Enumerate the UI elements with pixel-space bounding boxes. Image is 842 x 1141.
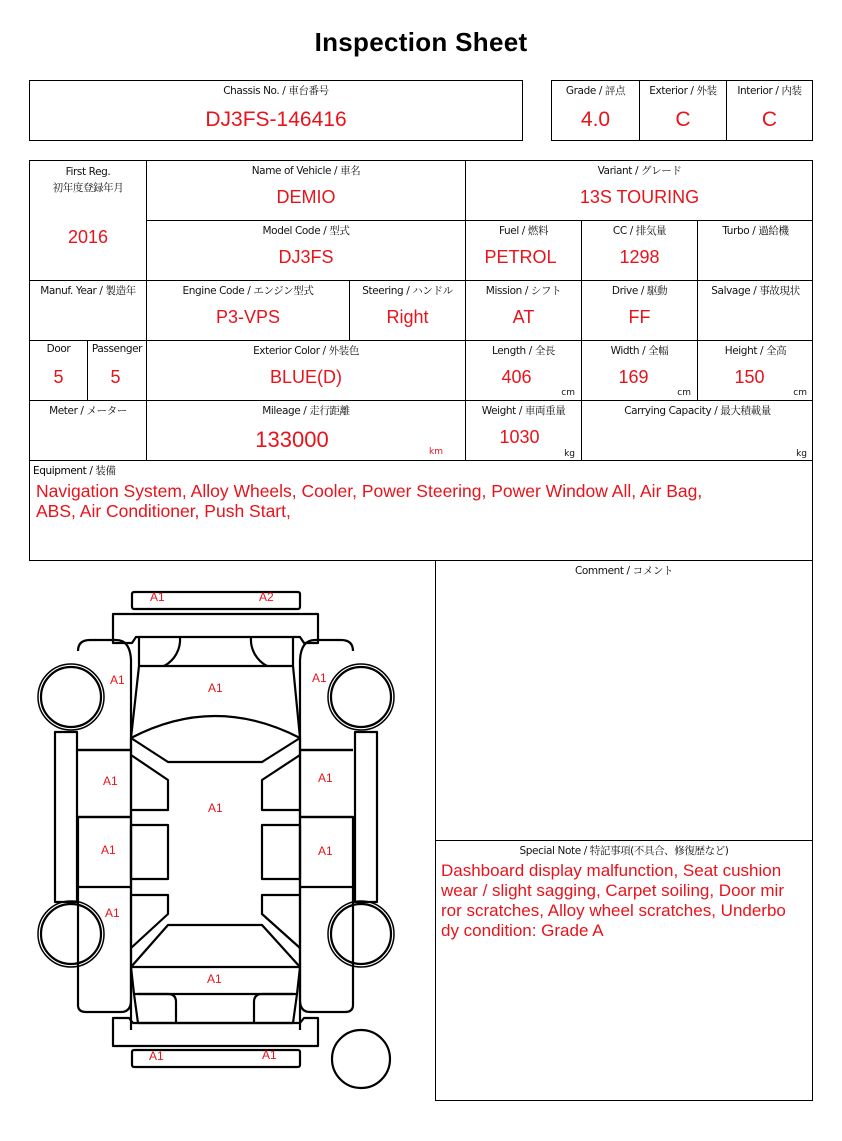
cc-label: CC / 排気量	[612, 225, 667, 237]
cc-cell	[581, 220, 697, 280]
page-title: Inspection Sheet	[314, 27, 528, 57]
mission-label: Mission / シフト	[485, 285, 562, 297]
vehicle-info-grid	[29, 160, 813, 461]
exterior-score-label: Exterior / 外装	[649, 85, 717, 97]
damage-right-front-fender: A1	[312, 671, 327, 685]
carrying-capacity-label: Carrying Capacity / 最大積載量	[624, 405, 771, 417]
exterior-color-cell	[146, 340, 465, 400]
damage-front-bumper-left: A1	[150, 590, 165, 604]
length-unit: cm	[561, 388, 575, 398]
front-bumper	[113, 614, 318, 643]
weight-cell	[465, 400, 581, 461]
height-unit: cm	[793, 388, 807, 398]
height-label: Height / 全高	[724, 345, 787, 357]
damage-right-front-door: A1	[318, 771, 333, 785]
interior-score-cell	[726, 81, 812, 140]
score-box	[551, 80, 813, 141]
salvage-cell	[697, 280, 813, 340]
width-value: 169	[618, 367, 649, 387]
mileage-unit: km	[429, 447, 443, 457]
turbo-label: Turbo / 過給機	[722, 225, 789, 237]
vehicle-name-value: DEMIO	[276, 187, 336, 207]
exterior-color-label: Exterior Color / 外装色	[253, 345, 359, 357]
chassis-label: Chassis No. / 車台番号	[223, 85, 329, 97]
carrying-capacity-unit: kg	[796, 449, 807, 459]
car-damage-diagram	[0, 560, 430, 1120]
fuel-value: PETROL	[484, 247, 557, 267]
mileage-cell	[146, 400, 465, 461]
special-note-value: Dashboard display malfunction, Seat cushion wear / slight sagging, Carpet soiling, Door mirror scratches, Alloy wheel scratches, Underbody condition: Grade A	[441, 861, 786, 940]
length-value: 406	[501, 367, 532, 387]
interior-score-value: C	[761, 108, 778, 131]
weight-unit: kg	[564, 449, 575, 459]
mission-cell	[465, 280, 581, 340]
damage-rear-bumper-left: A1	[149, 1049, 164, 1063]
manuf-year-cell	[29, 280, 146, 340]
engine-code-value: P3-VPS	[215, 307, 281, 327]
steering-label: Steering / ハンドル	[362, 285, 453, 297]
damage-right-rear-door: A1	[318, 844, 333, 858]
drive-value: FF	[628, 307, 651, 327]
special-note-box	[435, 840, 813, 1101]
vehicle-name-cell	[146, 160, 465, 220]
door-cell	[29, 340, 87, 400]
steering-cell	[349, 280, 465, 340]
interior-score-label: Interior / 内装	[737, 85, 802, 97]
passenger-cell	[87, 340, 146, 400]
exterior-color-value: BLUE(D)	[269, 367, 342, 387]
model-code-label: Model Code / 型式	[262, 225, 350, 237]
weight-label: Weight / 車両重量	[481, 405, 566, 417]
variant-value: 13S TOURING	[579, 187, 700, 207]
steering-value: Right	[386, 307, 429, 327]
grade-cell	[552, 81, 639, 140]
passenger-label: Passenger	[91, 343, 143, 355]
manuf-year-label: Manuf. Year / 製造年	[40, 285, 136, 297]
fuel-label: Fuel / 燃料	[498, 225, 549, 237]
mission-value: AT	[512, 307, 535, 327]
rear-bumper	[113, 1018, 318, 1046]
first-reg-value: 2016	[67, 227, 109, 247]
equipment-box	[29, 460, 813, 561]
damage-left-front-fender: A1	[110, 673, 125, 687]
damage-left-rear-fender: A1	[105, 906, 120, 920]
length-label: Length / 全長	[491, 345, 556, 357]
damage-rear-bumper-right: A1	[262, 1048, 277, 1062]
meter-label: Meter / メーター	[49, 405, 127, 417]
length-cell	[465, 340, 581, 400]
engine-code-label: Engine Code / エンジン型式	[182, 285, 314, 297]
damage-roof: A1	[208, 801, 223, 815]
drive-label: Drive / 駆動	[611, 285, 668, 297]
comment-label: Comment / コメント	[574, 565, 674, 577]
grade-value: 4.0	[580, 108, 611, 131]
carrying-capacity-cell	[581, 400, 813, 461]
damage-hood: A1	[208, 681, 223, 695]
damage-left-rear-door: A1	[101, 843, 116, 857]
chassis-box	[29, 80, 523, 141]
equipment-value: Navigation System, Alloy Wheels, Cooler, Power Steering, Power Window All, Air Bag, ABS, Air Conditioner, Push Start,	[36, 481, 703, 521]
spare-tire	[332, 1030, 390, 1088]
turbo-cell	[697, 220, 813, 280]
first-reg-label-en: First Reg.	[65, 166, 111, 178]
special-note-label: Special Note / 特記事項(不具合、修復歴など)	[519, 845, 729, 857]
model-code-cell	[146, 220, 465, 280]
mileage-value: 133000	[255, 427, 329, 452]
weight-value: 1030	[499, 427, 540, 447]
mileage-label: Mileage / 走行距離	[262, 405, 350, 417]
height-cell	[697, 340, 813, 400]
height-value: 150	[734, 367, 765, 387]
vehicle-name-label: Name of Vehicle / 車名	[251, 165, 361, 177]
chassis-value: DJ3FS-146416	[205, 108, 347, 131]
damage-front-bumper-right: A2	[259, 590, 274, 604]
right-front-fender	[300, 640, 353, 750]
engine-code-cell	[146, 280, 349, 340]
exterior-score-value: C	[675, 108, 691, 131]
variant-cell	[465, 160, 813, 220]
fuel-cell	[465, 220, 581, 280]
salvage-label: Salvage / 事故現状	[711, 285, 800, 297]
drive-cell	[581, 280, 697, 340]
width-cell	[581, 340, 697, 400]
variant-label: Variant / グレード	[597, 165, 682, 177]
grade-label: Grade / 評点	[565, 85, 626, 97]
door-label: Door	[46, 343, 71, 355]
first-reg-label-jp: 初年度登録年月	[52, 182, 124, 194]
damage-left-front-door: A1	[103, 774, 118, 788]
equipment-label: Equipment / 装備	[33, 465, 116, 477]
passenger-value: 5	[110, 367, 121, 387]
windshield-arc	[131, 716, 300, 738]
width-label: Width / 全幅	[610, 345, 669, 357]
model-code-value: DJ3FS	[278, 247, 334, 267]
first-reg-cell	[29, 160, 146, 280]
exterior-score-cell	[639, 81, 726, 140]
cc-value: 1298	[619, 247, 660, 267]
comment-box	[435, 560, 813, 841]
width-unit: cm	[677, 388, 691, 398]
door-value: 5	[53, 367, 64, 387]
damage-trunk: A1	[207, 972, 222, 986]
